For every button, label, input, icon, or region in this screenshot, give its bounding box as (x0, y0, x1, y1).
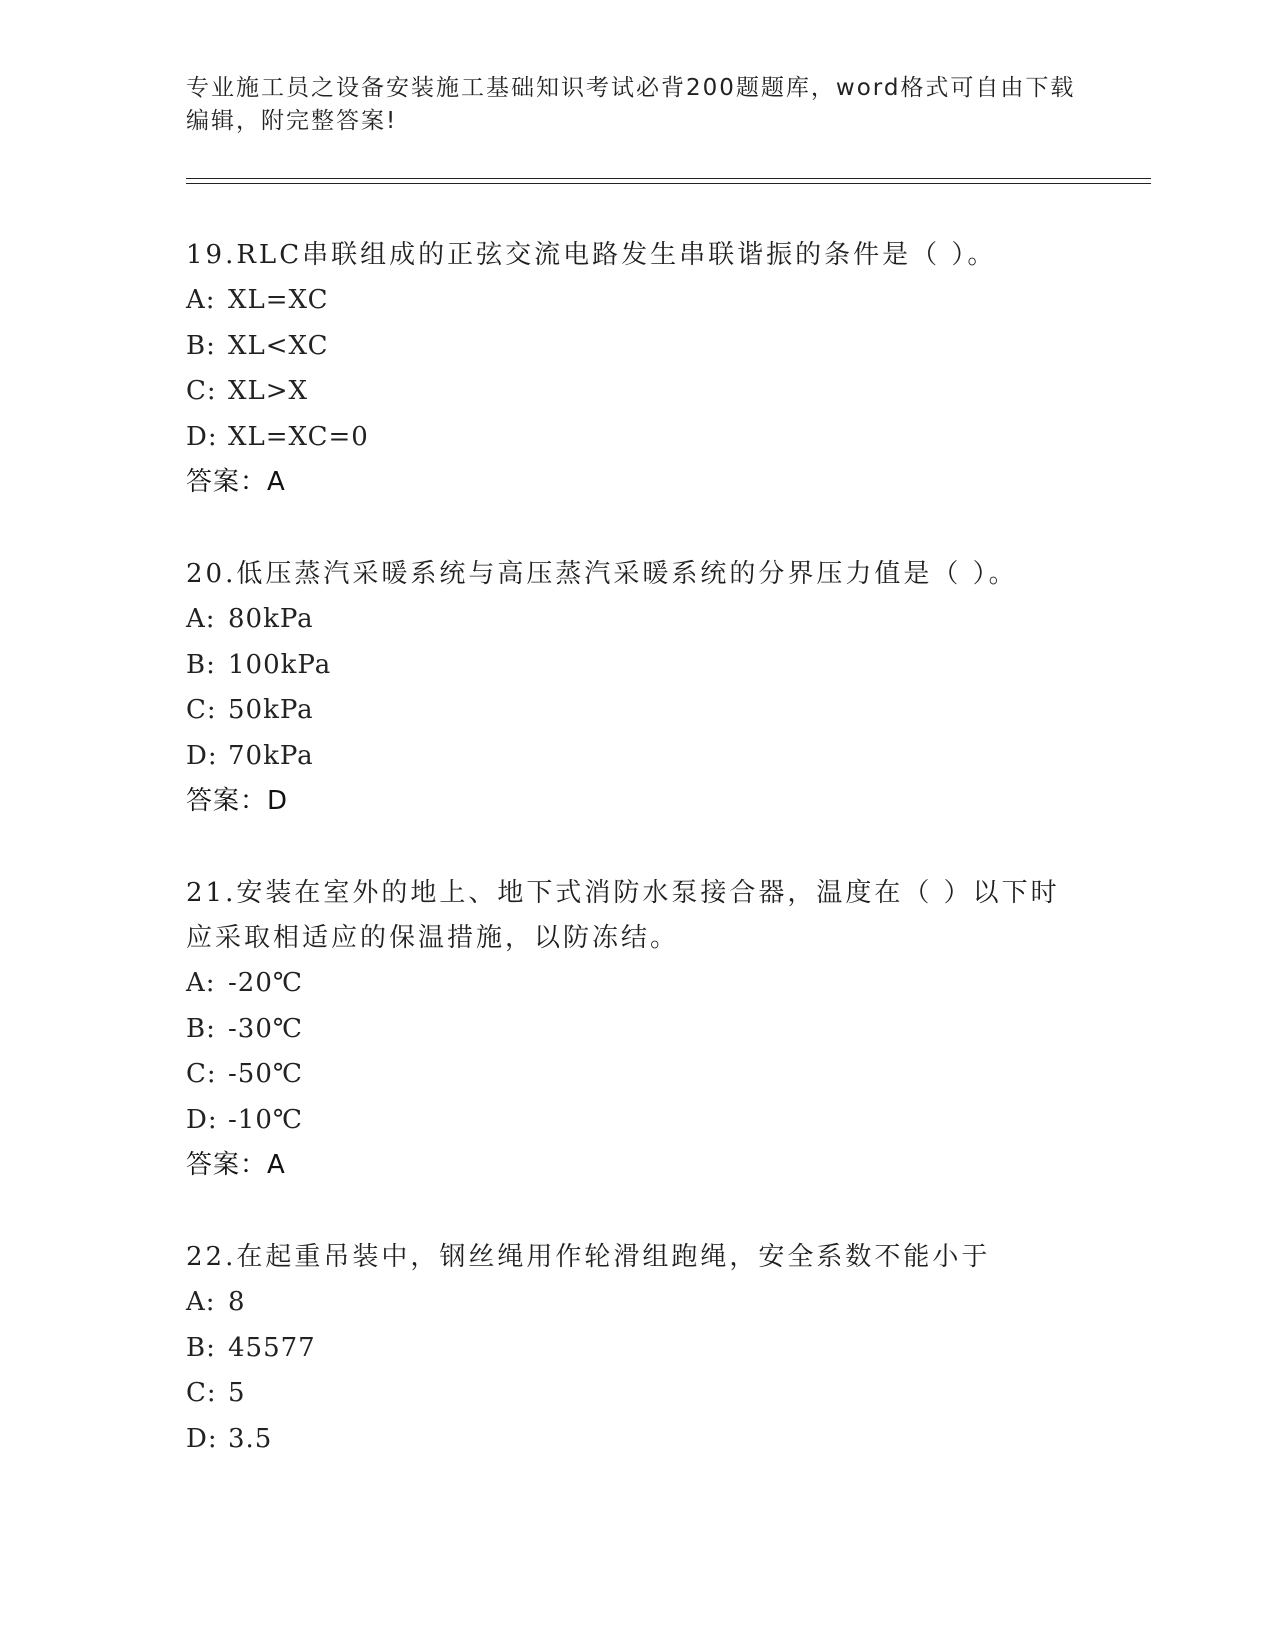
question-stem (186, 1235, 1086, 1280)
question-stem-line: 20.低压蒸汽采暖系统与高压蒸汽采暖系统的分界压力值是（ ）。 (186, 559, 1018, 589)
option-key: D: (186, 1104, 218, 1135)
option-key: B: (186, 1332, 216, 1363)
option-text: 3.5 (228, 1423, 273, 1454)
document-header (186, 72, 1076, 138)
header-divider-bottom (186, 183, 1151, 184)
option-key: A: (186, 285, 216, 315)
header-title-line-2: 编辑，附完整答案! (186, 108, 398, 134)
option-b (186, 324, 1086, 370)
question-stem (186, 233, 1086, 278)
option-text: -10℃ (228, 1104, 303, 1135)
question-stem-line: 应采取相适应的保温措施，以防冻结。 (186, 923, 680, 953)
option-key: D: (186, 421, 218, 452)
option-c (186, 688, 1086, 734)
answer-line: 答案：A (186, 467, 286, 497)
option-key: B: (186, 1013, 216, 1044)
option-key: D: (186, 1423, 218, 1454)
question-stem (186, 552, 1086, 597)
header-title-line-1: 专业施工员之设备安装施工基础知识考试必背200题题库，word格式可自由下载 (186, 75, 1076, 101)
option-text: 100kPa (228, 649, 332, 680)
question-stem-line: 21.安装在室外的地上、地下式消防水泵接合器，温度在（ ）以下时 (186, 878, 1060, 908)
option-d (186, 415, 1086, 461)
option-text: -50℃ (228, 1059, 303, 1089)
question-stem-line: 22.在起重吊装中，钢丝绳用作轮滑组跑绳，安全系数不能小于 (186, 1242, 991, 1272)
option-c (186, 1052, 1086, 1098)
option-key: B: (186, 330, 216, 361)
question-19 (186, 233, 1086, 504)
option-key: C: (186, 1059, 217, 1089)
option-key: A: (186, 1287, 216, 1317)
option-text: XL=XC (228, 285, 329, 315)
option-d (186, 734, 1086, 780)
option-a (186, 1280, 1086, 1326)
option-text: 80kPa (228, 604, 314, 634)
option-text: -30℃ (228, 1013, 303, 1044)
answer-line: 答案：A (186, 1150, 286, 1180)
header-divider-top (186, 178, 1151, 179)
option-text: XL=XC=0 (228, 421, 369, 452)
option-b (186, 1007, 1086, 1053)
question-stem-line: 19.RLC串联组成的正弦交流电路发生串联谐振的条件是（ ）。 (186, 240, 997, 270)
question-21 (186, 871, 1086, 1187)
question-22 (186, 1235, 1086, 1462)
option-d (186, 1417, 1086, 1463)
answer-line: 答案：D (186, 786, 289, 816)
option-text: XL>X (228, 376, 309, 406)
option-c (186, 369, 1086, 415)
option-text: 70kPa (228, 740, 314, 771)
option-text: 5 (228, 1378, 246, 1408)
option-a (186, 961, 1086, 1007)
option-key: C: (186, 376, 217, 406)
option-key: C: (186, 695, 217, 725)
option-text: XL<XC (228, 330, 329, 361)
option-key: D: (186, 740, 218, 771)
option-key: A: (186, 968, 216, 998)
option-a (186, 597, 1086, 643)
option-a (186, 278, 1086, 324)
option-c (186, 1371, 1086, 1417)
question-20 (186, 552, 1086, 823)
option-key: B: (186, 649, 216, 680)
option-text: 45577 (228, 1332, 316, 1363)
option-text: -20℃ (228, 968, 303, 998)
question-stem (186, 871, 1086, 961)
option-key: C: (186, 1378, 217, 1408)
option-b (186, 643, 1086, 689)
option-d (186, 1098, 1086, 1144)
option-key: A: (186, 604, 216, 634)
option-text: 50kPa (228, 695, 314, 725)
option-text: 8 (228, 1287, 246, 1317)
option-b (186, 1326, 1086, 1372)
